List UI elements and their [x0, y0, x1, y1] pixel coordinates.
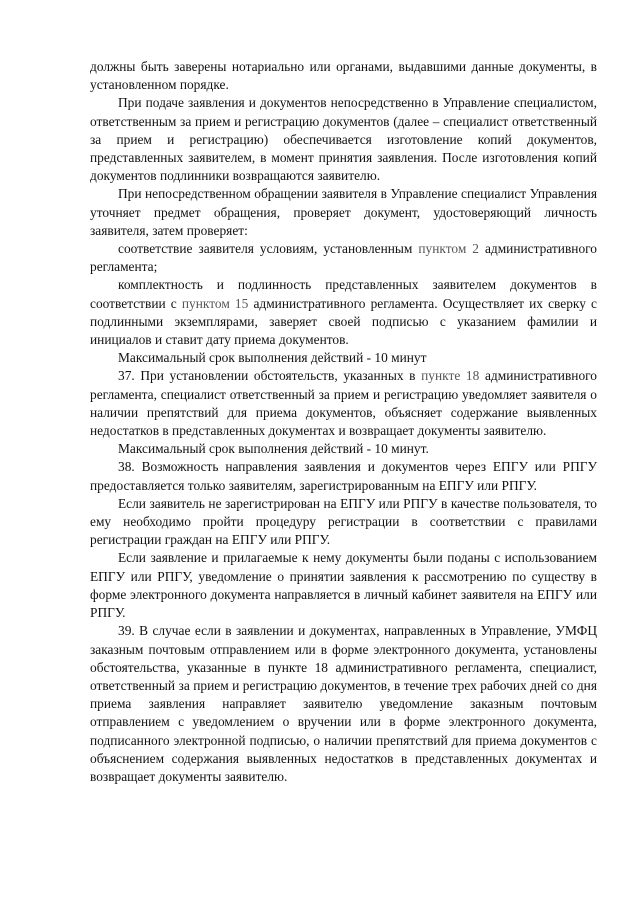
paragraph-direct-appeal: При непосредственном обращении заявителя в Управление специалист Управления уточняет предмет обращения, проверяет документ, удостоверяющий личность заявителя, затем проверяет: [90, 186, 597, 238]
paragraph-compliance [90, 240, 597, 276]
paragraph-max-time-2: Максимальный срок выполнения действий - 10 минут. [118, 441, 429, 457]
p37-text-end: административного регламента, специалист ответственный за прием и регистрацию уведомляет заявителя о наличии препятствий для приема документов, объясняет содержание выявленных недостатков в представленных документах и возвращает документы заявителю. [90, 368, 598, 439]
link-punkt-18[interactable]: пункте 18 [421, 368, 480, 384]
compliance-text: соответствие заявителя условиям, установленным [118, 241, 419, 257]
paragraph-epgu-notice: Если заявление и прилагаемые к нему документы были поданы с использованием ЕПГУ или РПГУ, уведомление о принятии заявления к рассмотрению по существу в форме электронного документа направляется в личный кабинет заявителя на ЕПГУ или РПГУ. [90, 550, 597, 621]
paragraph-not-registered: Если заявитель не зарегистрирован на ЕПГУ или РПГУ в качестве пользователя, то ему необходимо пройти процедуру регистрации в соответствии с правилами регистрации граждан на ЕПГУ или РПГУ. [90, 495, 597, 548]
paragraph-copies: При подаче заявления и документов непосредственно в Управление специалистом, ответственным за прием и регистрацию документов (далее – специалист ответственный за прием и регистрацию) обеспечивается изготовление копий документов, представленных заявителем, в момент принятия заявления. После изготовления копий документов подлинники возвращаются заявителю. [90, 95, 597, 184]
completeness-text-end: административного регламента. Осуществляет их сверку с подлинными экземплярами, заверяет своей подписью с указанием фамилии и инициалов и ставит дату приема документов. [90, 295, 598, 348]
paragraph-notarized: должны быть заверены нотариально или органами, выдавшими данные документы, в установленном порядке. [90, 59, 597, 93]
paragraph-completeness [90, 276, 597, 349]
paragraph-37 [90, 367, 597, 440]
link-punkt-2[interactable]: пунктом 2 [418, 241, 479, 257]
compliance-text-end: административного регламента; [90, 241, 597, 275]
completeness-text: комплектность и подлинность представленных заявителем документов в соответствии с [90, 277, 597, 311]
paragraph-39: 39. В случае если в заявлении и документах, направленных в Управление, УМФЦ заказным почтовым отправлением или в форме электронного документа, установлены обстоятельства, указанные в пункте 18 административного регламента, специалист, ответственный за прием и регистрацию документов, в течение трех рабочих дней со дня приема заявления направляет заявителю уведомление заказным почтовым отправлением с уведомлением о вручении или в форме электронного документа, подписанного электронной подписью, о наличии препятствий для приема документов с объяснением содержания выявленных недостатков в представленных документах и возвращает документы заявителю. [90, 623, 597, 784]
p37-text: 37. При установлении обстоятельств, указанных в [118, 368, 422, 384]
paragraph-max-time-1: Максимальный срок выполнения действий - 10 минут [118, 350, 427, 366]
link-punkt-15[interactable]: пунктом 15 [181, 295, 249, 311]
paragraph-38: 38. Возможность направления заявления и документов через ЕПГУ или РПГУ предоставляется только заявителям, зарегистрированным на ЕПГУ или РПГУ. [90, 459, 597, 493]
document-page [90, 58, 597, 786]
